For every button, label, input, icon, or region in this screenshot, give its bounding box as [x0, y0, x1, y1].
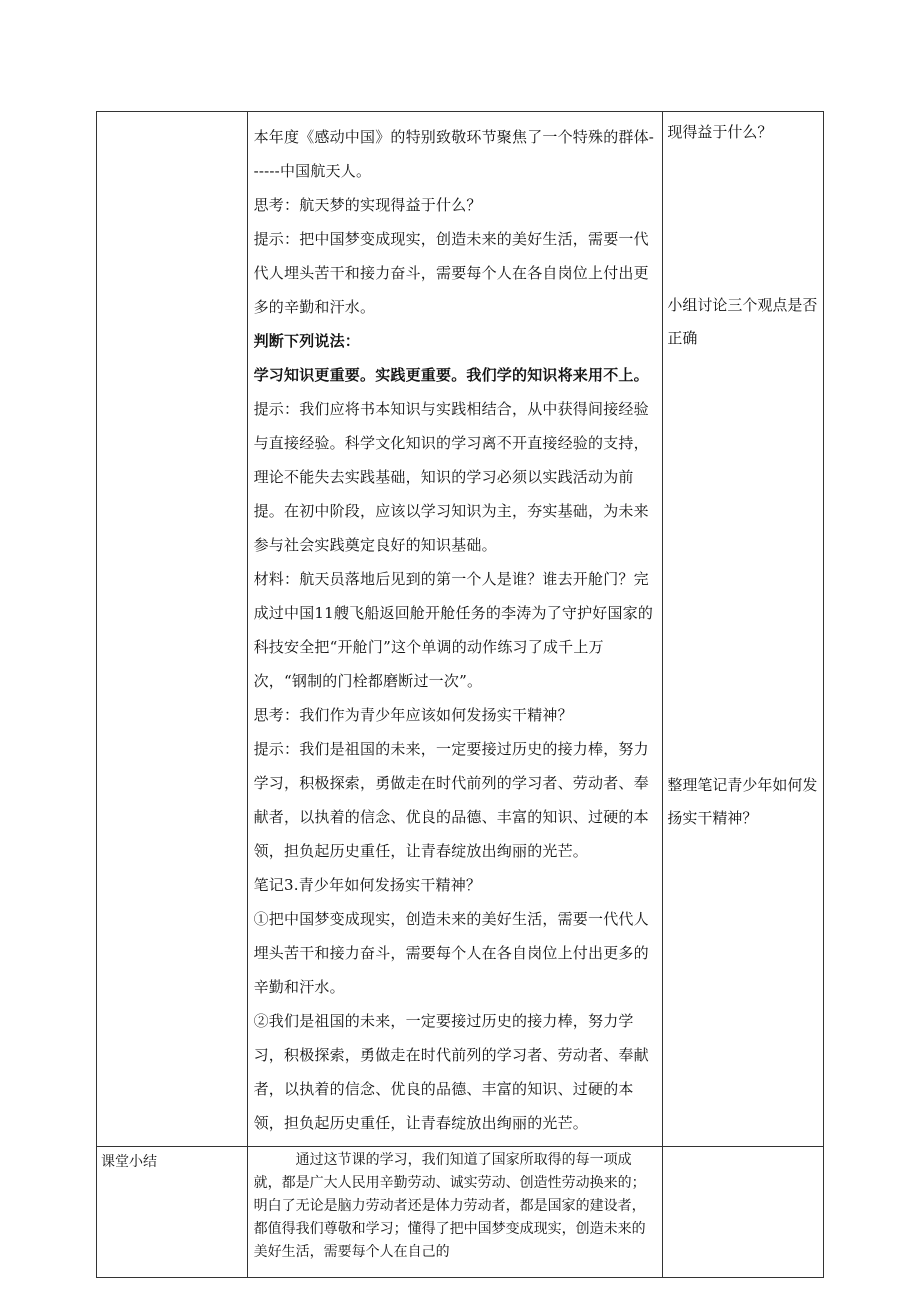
empty-label-cell: [97, 112, 248, 1147]
summary-row: [97, 1147, 824, 1278]
summary-label: 课堂小结: [97, 1147, 248, 1278]
student-activity-cell: [663, 112, 824, 1147]
judge-hint: 提示：我们应将书本知识与实践相结合，从中获得间接经验与直接经验。科学文化知识的学习离不开直接经验的支持，理论不能失去实践基础，知识的学习必须以实践活动为前提。在初中阶段，应该以学习知识为主，夯实基础，为未来参与社会实践奠定良好的知识基础。: [253, 400, 649, 554]
side-note-1: 现得益于什么？: [667, 123, 773, 141]
judge-statements: 学习知识更重要。实践更重要。我们学的知识将来用不上。: [253, 366, 649, 384]
summary-empty-cell: [663, 1147, 824, 1278]
side-note-3: 整理笔记青少年如何发扬实干精神？: [667, 776, 818, 827]
hint-paragraph-1: 提示：把中国梦变成现实，创造未来的美好生活，需要一代代人埋头苦干和接力奋斗，需要每个人在各自岗位上付出更多的辛勤和汗水。: [253, 230, 649, 316]
note-heading: 笔记3.青少年如何发扬实干精神？: [253, 876, 482, 894]
lesson-plan-table: [96, 111, 824, 1278]
judge-heading: 判断下列说法：: [253, 332, 361, 350]
material-paragraph: 材料：航天员落地后见到的第一个人是谁？谁去开舱门？完成过中国11艘飞船返回舱开舱任务的李涛为了守护好国家的科技安全把“开舱门”这个单调的动作练习了成千上万次，“钢制的门栓都磨断过一次”。: [253, 570, 654, 690]
note-point-1: ①把中国梦变成现实，创造未来的美好生活，需要一代代人埋头苦干和接力奋斗，需要每个人在各自岗位上付出更多的辛勤和汗水。: [253, 910, 649, 996]
intro-paragraph: 本年度《感动中国》的特别致敬环节聚焦了一个特殊的群体------中国航天人。: [253, 128, 655, 180]
summary-text: 通过这节课的学习，我们知道了国家所取得的每一项成就，都是广大人民用辛勤劳动、诚实劳动、创造性劳动换来的；明白了无论是脑力劳动者还是体力劳动者，都是国家的建设者，都值得我们尊敬和学习；懂得了把中国梦变成现实，创造未来的美好生活，需要每个人在自己的: [253, 1152, 646, 1260]
side-note-2: 小组讨论三个观点是否正确: [667, 296, 818, 347]
hint-paragraph-2: 提示：我们是祖国的未来，一定要接过历史的接力棒，努力学习，积极探索，勇做走在时代前列的学习者、劳动者、奉献者，以执着的信念、优良的品德、丰富的知识、过硬的本领，担负起历史重任，让青春绽放出绚丽的光芒。: [253, 740, 649, 860]
judge-paragraph: [254, 358, 657, 562]
content-row: [97, 112, 824, 1147]
summary-cell: [247, 1147, 663, 1278]
think-question-2: 思考：我们作为青少年应该如何发扬实干精神？: [253, 706, 573, 724]
note-point-2: ②我们是祖国的未来，一定要接过历史的接力棒，努力学习，积极探索，勇做走在时代前列的学习者、劳动者、奉献者，以执着的信念、优良的品德、丰富的知识、过硬的本领，担负起历史重任，让青春绽放出绚丽的光芒。: [253, 1012, 649, 1132]
think-question-1: 思考：航天梦的实现得益于什么？: [253, 196, 482, 214]
main-content-cell: [247, 112, 663, 1147]
